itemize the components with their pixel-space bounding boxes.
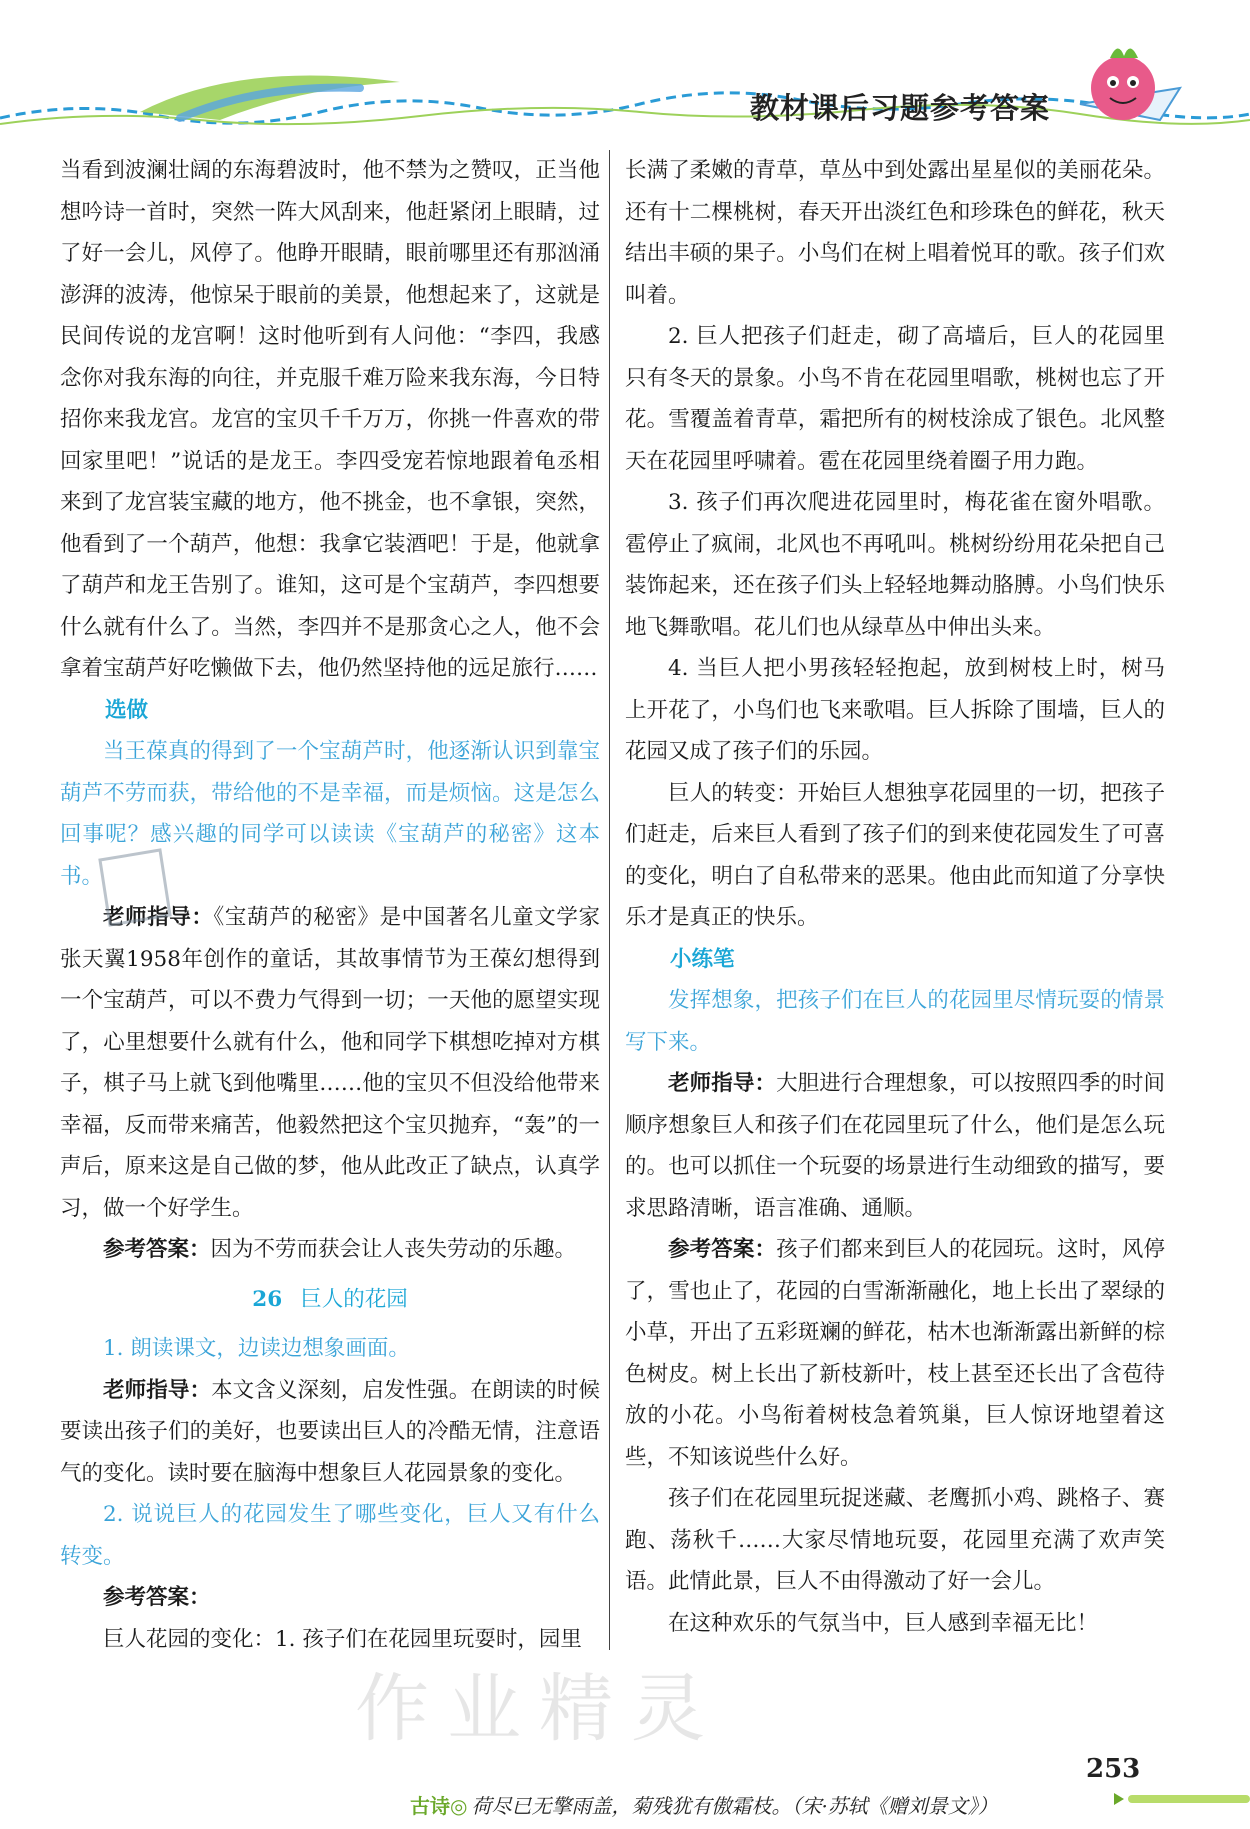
- teacher-label-3: 老师指导：: [668, 1071, 777, 1096]
- optional-heading: 选做: [105, 697, 149, 723]
- teacher-guidance-1: [60, 897, 600, 1229]
- page-number: 253: [1086, 1754, 1141, 1784]
- question-1: 1. 朗读课文，边读边想象画面。: [103, 1336, 410, 1361]
- watermark: 作业精灵: [355, 1666, 723, 1752]
- question-2: 2. 说说巨人的花园发生了哪些变化，巨人又有什么转变。: [60, 1502, 600, 1569]
- teacher-guidance-2: [60, 1370, 600, 1495]
- answer-continuation: 长满了柔嫩的青草，草丛中到处露出星星似的美丽花朵。还有十二棵桃树，春天开出淡红色和珍珠色的鲜花，秋天结出丰硕的果子。小鸟们在树上唱着悦耳的歌。孩子们欢叫着。: [625, 158, 1165, 308]
- footer-poem-text: 荷尽已无擎雨盖，菊残犹有傲霜枝。（宋·苏轼《赠刘景文》）: [471, 1794, 998, 1818]
- header-title: 教材课后习题参考答案: [750, 91, 1051, 125]
- reference-answer-3: [625, 1229, 1165, 1478]
- answer-label-1: 参考答案：: [103, 1237, 211, 1262]
- answer-label-2: 参考答案：: [103, 1585, 211, 1610]
- story-paragraph: 当看到波澜壮阔的东海碧波时，他不禁为之赞叹，正当他想吟诗一首时，突然一阵大风刮来，他赶紧闭上眼睛，过了好一会儿，风停了。他睁开眼睛，眼前哪里还有那汹涌澎湃的波涛，他惊呆于眼前的美景，他想起来了，这就是民间传说的龙宫啊！这时他听到有人问他：“李四，我感念你对我东海的向往，并克服千难万险来我东海，今日特招你来我龙宫。龙宫的宝贝千千万万，你挑一件喜欢的带回家里吧！”说话的是龙王。李四受宠若惊地跟着龟丞相来到了龙宫装宝藏的地方，他不挑金，也不拿银，突然，他看到了一个葫芦，他想：我拿它装酒吧！于是，他就拿了葫芦和龙王告别了。谁知，这可是个宝葫芦，李四想要什么就有什么了。当然，李四并不是那贪心之人，他不会拿着宝葫芦好吃懒做下去，他仍然坚持他的远足旅行……: [60, 158, 600, 681]
- answer-text-1: 因为不劳而获会让人丧失劳动的乐趣。: [210, 1237, 577, 1262]
- teacher-label-1: 老师指导：: [103, 905, 214, 930]
- teacher-text-1: 《宝葫芦的秘密》是中国著名儿童文学家张天翼1958年创作的童话，其故事情节为王葆幻想得到一个宝葫芦，可以不费力气得到一切；一天他的愿望实现了，心里想要什么就有什么，他和同学下棋想吃掉对方棋子，棋子马上就飞到他嘴里……他的宝贝不但没给他带来幸福，反而带来痛苦，他毅然把这个宝贝抛弃，“轰”的一声后，原来这是自己做的梦，他从此改正了缺点，认真学习，做一个好学生。: [60, 905, 600, 1221]
- garden-change-4: 4. 当巨人把小男孩轻轻抱起，放到树枝上时，树马上开花了，小鸟们也飞来歌唱。巨人拆除了围墙，巨人的花园又成了孩子们的乐园。: [625, 656, 1165, 764]
- optional-question: 当王葆真的得到了一个宝葫芦时，他逐渐认识到靠宝葫芦不劳而获，带给他的不是幸福，而是烦恼。这是怎么回事呢？感兴趣的同学可以读读《宝葫芦的秘密》这本书。: [60, 739, 600, 889]
- answer-label-3: 参考答案：: [668, 1237, 777, 1262]
- giant-change: 巨人的转变：开始巨人想独享花园里的一切，把孩子们赶走，后来巨人看到了孩子们的到来使花园发生了可喜的变化，明白了自私带来的恶果。他由此而知道了分享快乐才是真正的快乐。: [625, 780, 1165, 930]
- teacher-guidance-3: [625, 1063, 1165, 1229]
- answer-start: 巨人花园的变化：1. 孩子们在花园里玩耍时，园里: [103, 1626, 582, 1652]
- footer-label: 古诗◎: [410, 1794, 468, 1818]
- lesson-title: 巨人的花园: [300, 1286, 408, 1312]
- practice-question: 发挥想象，把孩子们在巨人的花园里尽情玩耍的情景写下来。: [625, 988, 1165, 1055]
- column-divider: [609, 150, 610, 1650]
- footer-poem: [410, 1790, 998, 1819]
- garden-change-2: 2. 巨人把孩子们赶走，砌了高墙后，巨人的花园里只有冬天的景象。小鸟不肯在花园里唱歌，桃树也忘了开花。雪覆盖着青草，霜把所有的树枝涂成了银色。北风整天在花园里呼啸着。雹在花园里绕着圈子用力跑。: [625, 324, 1165, 474]
- page-header: [0, 0, 1250, 150]
- lesson-number: 26: [252, 1286, 283, 1312]
- answer-paragraph-2: 孩子们在花园里玩捉迷藏、老鹰抓小鸡、跳格子、赛跑、荡秋千……大家尽情地玩耍，花园里充满了欢声笑语。此情此景，巨人不由得激动了好一会儿。: [625, 1486, 1165, 1594]
- reference-answer-1: [60, 1229, 600, 1271]
- teacher-text-3: 大胆进行合理想象，可以按照四季的时间顺序想象巨人和孩子们在花园里玩了什么，他们是怎么玩的。也可以抓住一个玩耍的场景进行生动细致的描写，要求思路清晰，语言准确、通顺。: [625, 1071, 1165, 1221]
- teacher-text-2: 本文含义深刻，启发性强。在朗读的时候要读出孩子们的美好，也要读出巨人的冷酷无情，注意语气的变化。读时要在脑海中想象巨人花园景象的变化。: [60, 1377, 600, 1486]
- stamp-icon: [90, 840, 180, 930]
- teacher-label-2: 老师指导：: [103, 1377, 212, 1403]
- header-decoration-icon: [0, 0, 1250, 150]
- right-column: [625, 150, 1165, 1644]
- garden-change-3: 3. 孩子们再次爬进花园里时，梅花雀在窗外唱歌。雹停止了疯闹，北风也不再吼叫。桃树纷纷用花朵把自己装饰起来，还在孩子们头上轻轻地舞动胳膊。小鸟们快乐地飞舞歌唱。花儿们也从绿草丛中伸出头来。: [625, 490, 1165, 640]
- answer-text-3: 孩子们都来到巨人的花园玩。这时，风停了，雪也止了，花园的白雪渐渐融化，地上长出了翠绿的小草，开出了五彩斑斓的鲜花，枯木也渐渐露出新鲜的棕色树皮。树上长出了新枝新叶，枝上甚至还长出了含苞待放的小花。小鸟衔着树枝急着筑巢，巨人惊讶地望着这些，不知该说些什么好。: [625, 1237, 1165, 1470]
- footer-arrow-icon: [1110, 1790, 1250, 1808]
- answer-paragraph-3: 在这种欢乐的气氛当中，巨人感到幸福无比！: [668, 1610, 1099, 1636]
- practice-heading: 小练笔: [670, 946, 735, 972]
- lesson-heading: [60, 1271, 600, 1329]
